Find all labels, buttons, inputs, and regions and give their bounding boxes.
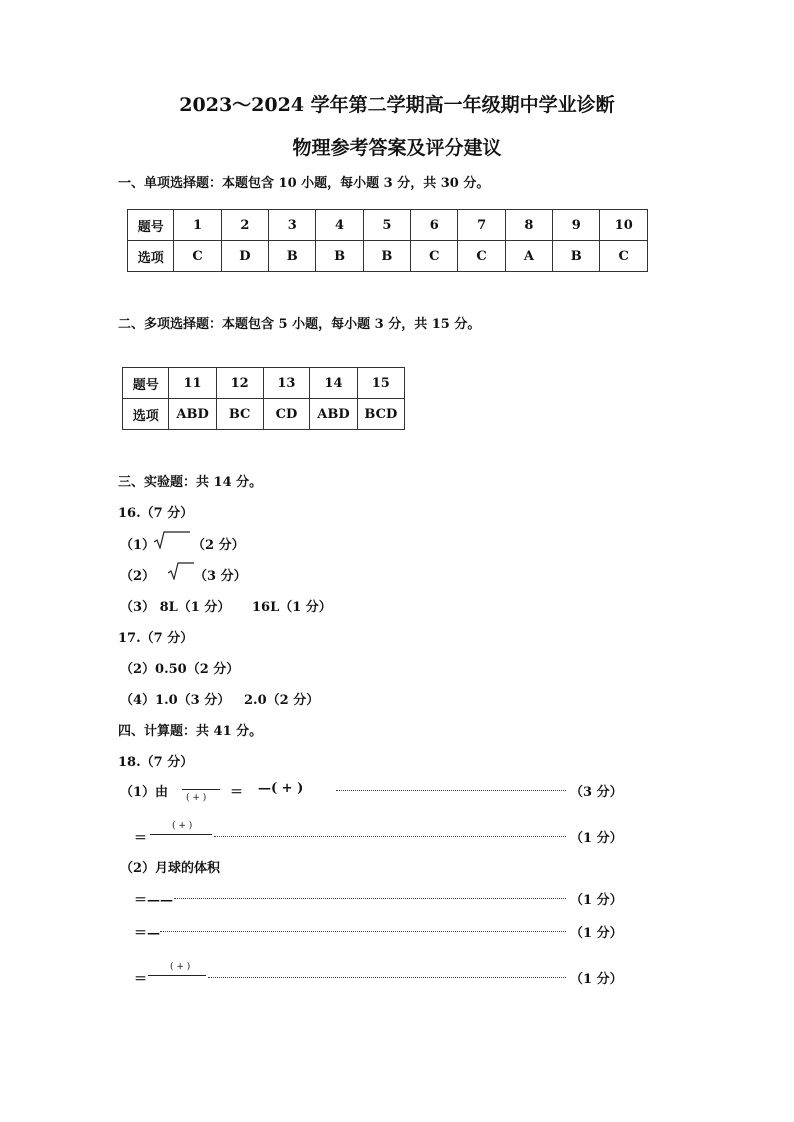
document-subtitle: 物理参考答案及评分建议 <box>292 137 502 159</box>
table-cell: CD <box>263 399 310 430</box>
section3-heading: 三、实验题：共 14 分。 <box>118 475 263 490</box>
single-choice-answer-table <box>127 209 648 272</box>
dotted-leader <box>174 898 566 899</box>
table-cell: 8 <box>505 210 552 241</box>
score-label: （1 分） <box>570 972 623 987</box>
sqrt-icon <box>154 531 190 549</box>
q17-part4: （4）1.0（3 分） <box>120 693 231 708</box>
score-label: （1 分） <box>570 893 623 908</box>
q18-part1-prefix: （1）由 <box>120 785 169 800</box>
fraction-bar <box>182 789 220 790</box>
table-cell: BCD <box>357 399 404 430</box>
table-cell: 10 <box>600 210 648 241</box>
row-label-answer: 选项 <box>123 399 169 430</box>
q16-part1-number: （1） <box>120 538 156 553</box>
section1-heading: 一、单项选择题：本题包含 10 小题，每小题 3 分，共 30 分。 <box>118 176 490 191</box>
score-label: （1 分） <box>570 926 623 941</box>
table-cell: 6 <box>411 210 458 241</box>
q18-label: 18.（7 分） <box>118 755 194 770</box>
q17-part2: （2）0.50（2 分） <box>120 662 240 677</box>
equation-line: ＝— <box>134 926 161 941</box>
q16-part2-number: （2） <box>120 569 156 584</box>
equation-line: ＝—— <box>134 893 174 908</box>
multi-choice-answer-table <box>122 367 405 430</box>
q16-part1-score: （2 分） <box>192 538 245 553</box>
q16-part3b: 16L（1 分） <box>252 600 332 615</box>
fraction-denominator: ( + ) <box>186 793 207 803</box>
dotted-leader <box>214 836 566 837</box>
fraction-bar <box>150 834 212 835</box>
table-row <box>128 241 648 272</box>
table-cell: C <box>411 241 458 272</box>
table-cell: D <box>221 241 268 272</box>
table-cell: 5 <box>363 210 410 241</box>
table-row <box>123 399 405 430</box>
table-cell: C <box>174 241 221 272</box>
row-label-answer: 选项 <box>128 241 174 272</box>
table-cell: 15 <box>357 368 404 399</box>
table-cell: ABD <box>169 399 216 430</box>
table-cell: B <box>363 241 410 272</box>
score-label: （3 分） <box>570 785 623 800</box>
table-cell: 14 <box>310 368 357 399</box>
table-cell: A <box>505 241 552 272</box>
section2-heading: 二、多项选择题：本题包含 5 小题，每小题 3 分，共 15 分。 <box>118 317 481 332</box>
equals-sign: ＝ <box>134 972 148 987</box>
row-label-question: 题号 <box>128 210 174 241</box>
dotted-leader <box>208 977 566 978</box>
table-cell: 3 <box>269 210 316 241</box>
table-cell: 7 <box>458 210 505 241</box>
q17-part4b: 2.0（2 分） <box>244 693 320 708</box>
q16-part3: （3） 8L（1 分） <box>120 600 231 615</box>
row-label-question: 题号 <box>123 368 169 399</box>
table-cell: BC <box>216 399 263 430</box>
table-row <box>128 210 648 241</box>
q18-part2-prefix: （2）月球的体积 <box>120 861 221 876</box>
table-cell: C <box>458 241 505 272</box>
q17-label: 17.（7 分） <box>118 631 194 646</box>
document-title: 2023～2024 学年第二学期高一年级期中学业诊断 <box>179 94 615 116</box>
table-cell: 9 <box>553 210 600 241</box>
table-cell: 4 <box>316 210 363 241</box>
equals-sign: ＝ <box>134 831 148 846</box>
table-cell: C <box>600 241 648 272</box>
table-row <box>123 368 405 399</box>
dotted-leader <box>336 790 566 791</box>
section4-heading: 四、计算题：共 41 分。 <box>118 724 263 739</box>
table-cell: B <box>316 241 363 272</box>
q16-part2-score: （3 分） <box>194 569 247 584</box>
q16-label: 16.（7 分） <box>118 506 194 521</box>
table-cell: 13 <box>263 368 310 399</box>
table-cell: 12 <box>216 368 263 399</box>
table-cell: 2 <box>221 210 268 241</box>
score-label: （1 分） <box>570 831 623 846</box>
sqrt-icon <box>168 562 194 580</box>
table-cell: ABD <box>310 399 357 430</box>
table-cell: B <box>269 241 316 272</box>
table-cell: 1 <box>174 210 221 241</box>
table-cell: 11 <box>169 368 216 399</box>
equals-sign: ＝ <box>230 785 244 800</box>
table-cell: B <box>553 241 600 272</box>
fraction-bar <box>148 975 206 976</box>
fraction-numerator: ( + ) <box>172 821 193 831</box>
dotted-leader <box>160 931 566 932</box>
fraction-numerator: ( + ) <box>170 962 191 972</box>
paren-expression: —( + ) <box>258 781 304 796</box>
